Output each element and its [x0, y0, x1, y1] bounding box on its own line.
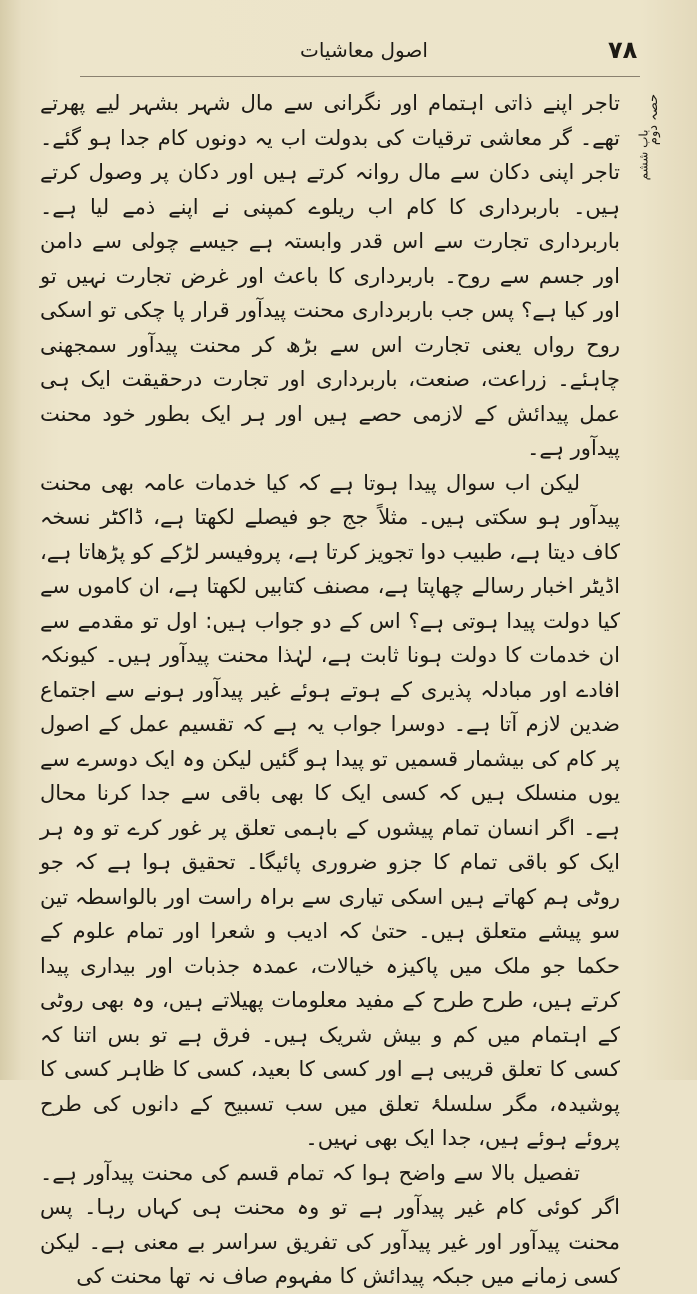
- paragraph-1: تاجر اپنے ذاتی اہتمام اور نگرانی سے مال شہر بشہر لیے پھرتے تھے۔ گر معاشی ترقیات کی بدولت اب یہ دونوں کام جدا ہو گئے۔ تاجر اپنی دکان سے مال روانہ کرتے ہیں اور دکان پر وصول کرتے ہیں۔ باربرداری کا کام اب ریلوے کمپنی نے اپنے ذمے لیا ہے۔ باربرداری تجارت سے اس قدر وابستہ ہے جیسے چولی سے دامن اور جسم سے روح۔ باربرداری کا باعث اور غرض تجارت نہیں تو اور کیا ہے؟ پس جب باربرداری محنت پیدآور قرار پا چکی تو اسکی روح رواں یعنی تجارت اس سے بڑھ کر محنت پیدآور سمجھنی چاہئے۔ زراعت، صنعت، باربرداری اور تجارت درحقیقت ایک ہی عمل پیدائش کے لازمی حصے ہیں اور ہر ایک بطور خود محنت پیدآور ہے۔: [40, 91, 620, 460]
- paragraph-2: لیکن اب سوال پیدا ہوتا ہے کہ کیا خدمات عامہ بھی محنت پیدآور ہو سکتی ہیں۔ مثلاً جج جو فیصلے لکھتا ہے، ڈاکٹر نسخہ کاف دیتا ہے، طبیب دوا تجویز کرتا ہے، پروفیسر لڑکے کو پڑھاتا ہے، اڈیٹر اخبار رسالے چھاپتا ہے، مصنف کتابیں لکھتا ہے، ان کاموں سے کیا دولت پیدا ہوتی ہے؟ اس کے دو جواب ہیں: اول تو مقدمے سے ان خدمات کا دولت ہونا ثابت ہے، لہٰذا محنت پیدآور ہیں۔ کیونکہ افادے اور مبادلہ پذیری کے ہوتے ہوئے غیر پیدآور ہونے سے اجتماع ضدین لازم آتا ہے۔ دوسرا جواب یہ ہے کہ تقسیم عمل کے اصول پر کام کی بیشمار قسمیں تو پیدا ہو گئیں لیکن وہ ایک دوسرے سے یوں منسلک ہیں کہ کسی ایک کا بھی باقی سے جدا کرنا محال ہے۔ اگر انسان تمام پیشوں کے باہمی تعلق پر غور کرے تو وہ ہر ایک کو باقی تمام کا جزو ضروری پائیگا۔ تحقیق ہوا ہے کہ جو روٹی ہم کھاتے ہیں اسکی تیاری سے براہ راست اور بالواسطہ تین سو پیشے متعلق ہیں۔ حتیٰ کہ ادیب و شعرا اور تمام علوم کے حکما جو ملک میں پاکیزہ خیالات، عمدہ جذبات اور بیداری پیدا کرتے ہیں، طرح طرح کے مفید معلومات پھیلاتے ہیں، وہ بھی روٹی کے اہتمام میں کم و بیش شریک ہیں۔ فرق ہے تو بس اتنا کہ کسی کا تعلق قریبی ہے اور کسی کا بعید، کسی کا ظاہر کسی کا پوشیدہ، مگر سلسلۂ تعلق میں سب تسبیح کے دانوں کی طرح پروئے ہوئے ہیں، جدا ایک بھی نہیں۔: [40, 470, 620, 1150]
- margin-chapter-label: باب ششم: [636, 129, 651, 181]
- page-header: [60, 28, 660, 68]
- header-rule: [80, 76, 640, 77]
- body-text: [40, 86, 620, 1294]
- page-number: ۷۸: [608, 36, 638, 64]
- margin-part-label: حصہ دوم: [646, 93, 662, 146]
- running-title: اصول معاشیات: [300, 38, 428, 62]
- paragraph-3: تفصیل بالا سے واضح ہوا کہ تمام قسم کی محنت پیدآور ہے۔ اگر کوئی کام غیر پیدآور ہے تو وہ محنت ہی کہاں رہا۔ پس محنت پیدآور اور غیر پیدآور کی تفریق سراسر بے معنی ہے۔ لیکن کسی زمانے میں جبکہ پیدائش کا مفہوم صاف نہ تھا محنت کی: [40, 1160, 620, 1288]
